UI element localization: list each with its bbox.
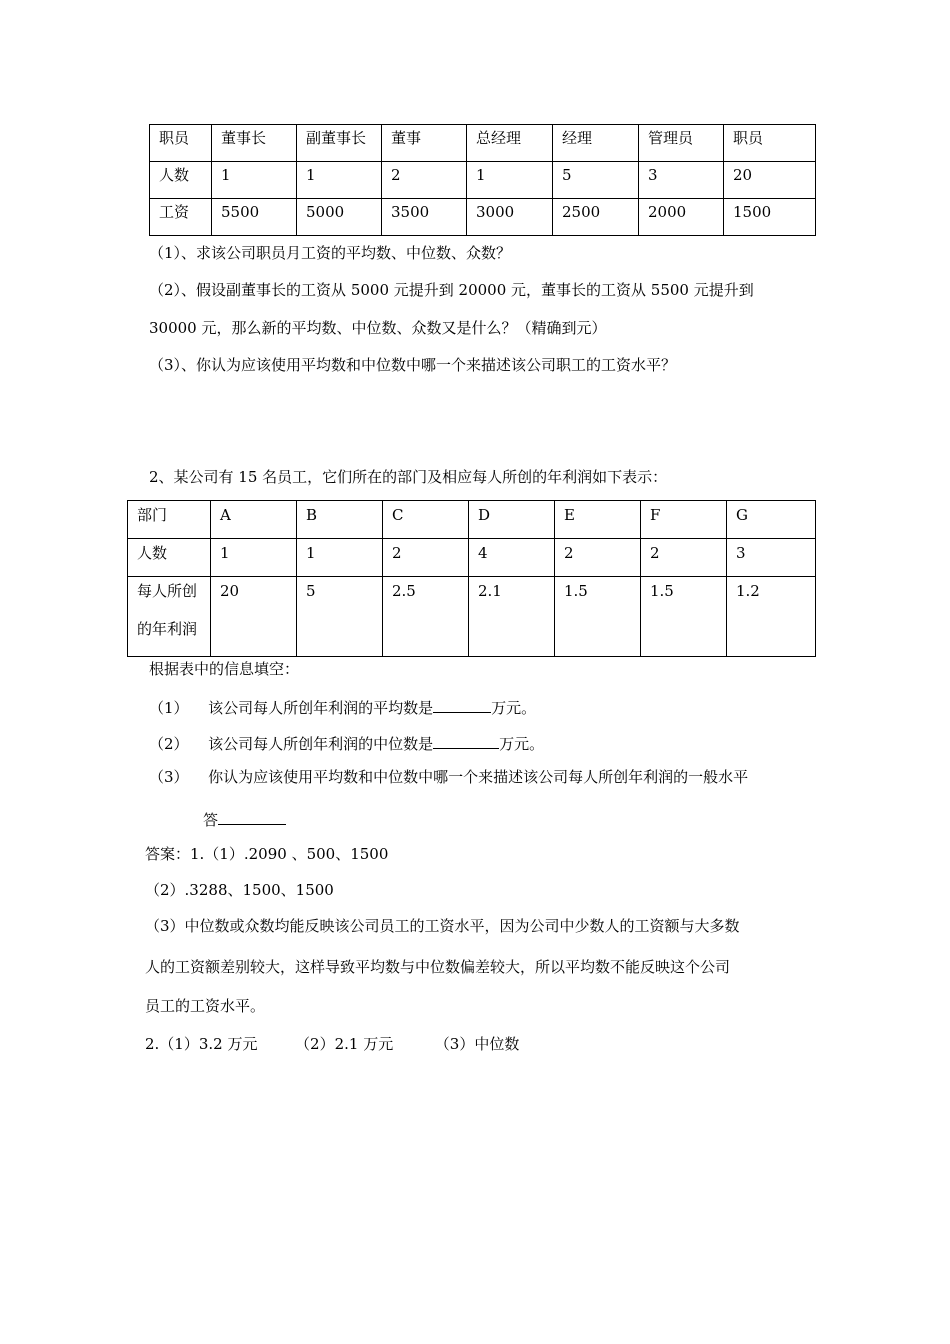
table-cell: 人数 xyxy=(150,162,212,199)
fill-item-1-number: （1） xyxy=(149,699,189,717)
table-cell: 人数 xyxy=(128,539,211,577)
answer-1-3-line-2: 人的工资额差别较大，这样导致平均数与中位数偏差较大，所以平均数不能反映这个公司 xyxy=(145,958,731,976)
table-cell xyxy=(128,577,211,657)
table-cell: 职员 xyxy=(150,125,212,162)
table-cell: B xyxy=(297,501,383,539)
profit-label xyxy=(137,572,210,648)
fill-item-1-unit: 万元。 xyxy=(491,699,537,717)
profit-label-line-2: 的年利润 xyxy=(137,620,198,638)
table-cell: 2 xyxy=(641,539,727,577)
table-cell: 工资 xyxy=(150,199,212,236)
table-cell: 1.5 xyxy=(555,577,641,657)
question-1-part-3: （3）、你认为应该使用平均数和中位数中哪一个来描述该公司职工的工资水平？ xyxy=(149,356,677,374)
fill-item-1 xyxy=(149,698,536,716)
table-cell: 5 xyxy=(297,577,383,657)
fill-item-2 xyxy=(149,734,544,752)
fill-item-2-number: （2） xyxy=(149,735,189,753)
table-cell: 管理员 xyxy=(639,125,724,162)
profit-table-count-row xyxy=(128,539,816,577)
table-cell: 2 xyxy=(382,162,467,199)
table-cell: 2.1 xyxy=(469,577,555,657)
fill-item-2-text: 该公司每人所创年利润的中位数是 xyxy=(208,735,434,753)
table-cell: 20 xyxy=(211,577,297,657)
answer-1-3-line-3: 员工的工资水平。 xyxy=(145,997,266,1015)
table-cell: 5 xyxy=(553,162,639,199)
table-cell: 总经理 xyxy=(467,125,553,162)
table-cell: C xyxy=(383,501,469,539)
table-cell: 1 xyxy=(297,539,383,577)
answer-2-part-1: 2.（1）3.2 万元 xyxy=(145,1035,258,1053)
table-cell: 1 xyxy=(212,162,297,199)
table-cell: G xyxy=(727,501,816,539)
salary-table-count-row xyxy=(150,162,816,199)
table-cell: 2500 xyxy=(553,199,639,236)
fill-item-2-unit: 万元。 xyxy=(499,735,545,753)
salary-table-salary-row xyxy=(150,199,816,236)
fill-item-3 xyxy=(149,770,748,785)
fill-blank-1[interactable] xyxy=(433,698,491,713)
answer-1-2: （2）.3288、1500、1500 xyxy=(145,881,334,899)
table-cell: 部门 xyxy=(128,501,211,539)
fill-blank-3[interactable] xyxy=(218,810,286,825)
fill-item-1-text: 该公司每人所创年利润的平均数是 xyxy=(208,699,434,717)
salary-table-header-row xyxy=(150,125,816,162)
table-cell: 董事 xyxy=(382,125,467,162)
table-cell: 2.5 xyxy=(383,577,469,657)
answer-2-part-2: （2）2.1 万元 xyxy=(295,1035,394,1053)
answer-2 xyxy=(145,1037,519,1052)
table-cell: A xyxy=(211,501,297,539)
table-cell: 职员 xyxy=(724,125,816,162)
table-cell: 2 xyxy=(383,539,469,577)
table-cell: 1500 xyxy=(724,199,816,236)
salary-table xyxy=(149,124,816,236)
fill-intro: 根据表中的信息填空： xyxy=(149,660,300,678)
table-cell: 2 xyxy=(555,539,641,577)
answer-1-1: 答案：1.（1）.2090 、500、1500 xyxy=(145,845,389,863)
table-cell: 3 xyxy=(727,539,816,577)
profit-label-line-1: 每人所创 xyxy=(137,582,198,600)
question-1-part-1: （1）、求该公司职员月工资的平均数、中位数、众数？ xyxy=(149,244,512,262)
table-cell: 1 xyxy=(467,162,553,199)
table-cell: 1.2 xyxy=(727,577,816,657)
table-cell: 2000 xyxy=(639,199,724,236)
table-cell: F xyxy=(641,501,727,539)
question-2-title: 2、某公司有 15 名员工，它们所在的部门及相应每人所创的年利润如下表示： xyxy=(149,468,668,486)
profit-table xyxy=(127,500,816,657)
table-cell: 1 xyxy=(211,539,297,577)
profit-table-profit-row xyxy=(128,577,816,657)
table-cell: 3 xyxy=(639,162,724,199)
table-cell: 20 xyxy=(724,162,816,199)
table-cell: 董事长 xyxy=(212,125,297,162)
table-cell: 副董事长 xyxy=(297,125,382,162)
answer-label: 答 xyxy=(203,811,219,829)
question-1-part-2-line-1: （2）、假设副董事长的工资从 5000 元提升到 20000 元，董事长的工资从 5500 元提升到 xyxy=(149,281,754,299)
table-cell: 3000 xyxy=(467,199,553,236)
table-cell: D xyxy=(469,501,555,539)
answer-1-3-line-1: （3）中位数或众数均能反映该公司员工的工资水平，因为公司中少数人的工资额与大多数 xyxy=(145,917,740,935)
table-cell: 5500 xyxy=(212,199,297,236)
answer-2-part-3: （3）中位数 xyxy=(434,1035,520,1053)
question-1-part-2-line-2: 30000 元，那么新的平均数、中位数、众数又是什么？（精确到元） xyxy=(149,319,607,337)
table-cell: E xyxy=(555,501,641,539)
table-cell: 1.5 xyxy=(641,577,727,657)
table-cell: 3500 xyxy=(382,199,467,236)
fill-item-3-number: （3） xyxy=(149,768,189,786)
fill-item-3-text: 你认为应该使用平均数和中位数中哪一个来描述该公司每人所创年利润的一般水平 xyxy=(208,768,749,786)
table-cell: 经理 xyxy=(553,125,639,162)
table-cell: 4 xyxy=(469,539,555,577)
fill-item-3-answer xyxy=(203,810,286,828)
table-cell: 1 xyxy=(297,162,382,199)
table-cell: 5000 xyxy=(297,199,382,236)
fill-blank-2[interactable] xyxy=(433,734,499,749)
profit-table-header-row xyxy=(128,501,816,539)
